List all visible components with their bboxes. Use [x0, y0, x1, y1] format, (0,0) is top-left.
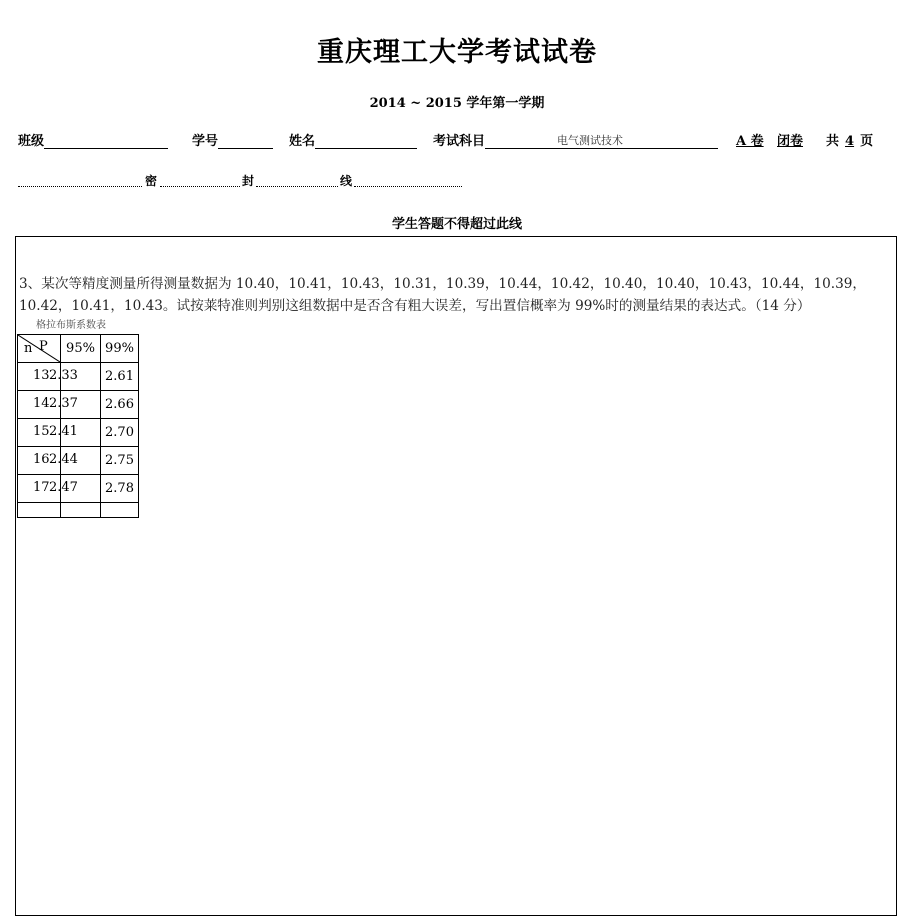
header-99: 99% — [101, 335, 139, 363]
n-cell — [18, 447, 78, 475]
p99-value: 2.66 — [101, 391, 139, 419]
table-row — [18, 391, 139, 419]
p99-cell — [101, 503, 139, 518]
p95-value: 2.44 — [49, 452, 78, 467]
table-row-empty — [18, 503, 139, 518]
n-cell — [18, 391, 78, 419]
answer-boundary-notice: 学生答题不得超过此线 — [391, 217, 522, 232]
page-count — [826, 130, 873, 149]
seal-dots-4 — [354, 177, 462, 187]
seal-char-1: 密 — [145, 174, 158, 188]
n-cell — [18, 503, 61, 518]
student-id-label: 学号 — [192, 134, 219, 149]
p99-value: 2.78 — [101, 475, 139, 503]
p95-value: 2.41 — [49, 424, 78, 439]
p99-value: 2.61 — [101, 363, 139, 391]
seal-dots-2 — [160, 177, 240, 187]
seal-char-3: 线 — [340, 174, 353, 188]
subject-label: 考试科目 — [433, 134, 486, 149]
p95-cell — [61, 503, 101, 518]
student-id-field — [192, 130, 273, 149]
p95-value: 2.37 — [49, 396, 78, 411]
name-label: 姓名 — [289, 134, 316, 149]
p99-value: 2.70 — [101, 419, 139, 447]
p99-value: 2.75 — [101, 447, 139, 475]
table-row — [18, 447, 139, 475]
name-blank[interactable] — [315, 133, 417, 149]
answer-frame — [15, 236, 897, 916]
table-row — [18, 475, 139, 503]
student-id-blank[interactable] — [218, 133, 273, 149]
header-n: n — [24, 341, 33, 356]
p95-value: 2.33 — [49, 368, 78, 383]
n-value: 15 — [33, 424, 50, 439]
seal-dots-3 — [256, 177, 338, 187]
name-field — [289, 130, 417, 149]
paper-type: A 卷 — [736, 134, 764, 149]
grubbs-table — [17, 334, 139, 518]
page-count-suffix: 页 — [860, 134, 874, 149]
p95-value: 2.47 — [49, 480, 78, 495]
n-value: 14 — [33, 396, 50, 411]
page-count-value: 4 — [845, 134, 855, 149]
seal-char-2: 封 — [242, 174, 255, 188]
table-header-row — [18, 335, 139, 363]
seal-dots-1 — [18, 177, 142, 187]
n-cell — [18, 419, 78, 447]
table-row — [18, 419, 139, 447]
header-95: 95% — [61, 335, 101, 363]
n-value: 17 — [33, 480, 50, 495]
header-p: P — [39, 339, 48, 354]
n-cell — [18, 363, 78, 391]
exam-title: 重庆理工大学考试试卷 — [317, 37, 597, 68]
question-3-text: 3、某次等精度测量所得测量数据为 10.40，10.41，10.43，10.31，10.39，10.44，10.42，10.40，10.40，10.43，10.44，10.39，10.42，10.41，10.43。试按莱特准则判别这组数据中是否含有粗大误差，写出置信概率为 99%时的测量结果的表达式。（14 分） — [19, 276, 866, 314]
class-blank[interactable] — [44, 133, 168, 149]
seal-line — [18, 172, 462, 189]
closed-book-label: 闭卷 — [777, 134, 804, 149]
class-label: 班级 — [18, 134, 45, 149]
table-row — [18, 363, 139, 391]
subject-value: 电气测试技术 — [557, 134, 623, 147]
page-count-prefix: 共 — [826, 134, 840, 149]
n-cell — [18, 475, 78, 503]
diagonal-header-cell — [18, 335, 61, 363]
class-field — [18, 130, 168, 149]
term-label: 2014 ~ 2015 学年第一学期 — [369, 96, 545, 111]
n-value: 13 — [33, 368, 50, 383]
grubbs-table-caption: 格拉布斯系数表 — [36, 320, 106, 331]
n-value: 16 — [33, 452, 50, 467]
